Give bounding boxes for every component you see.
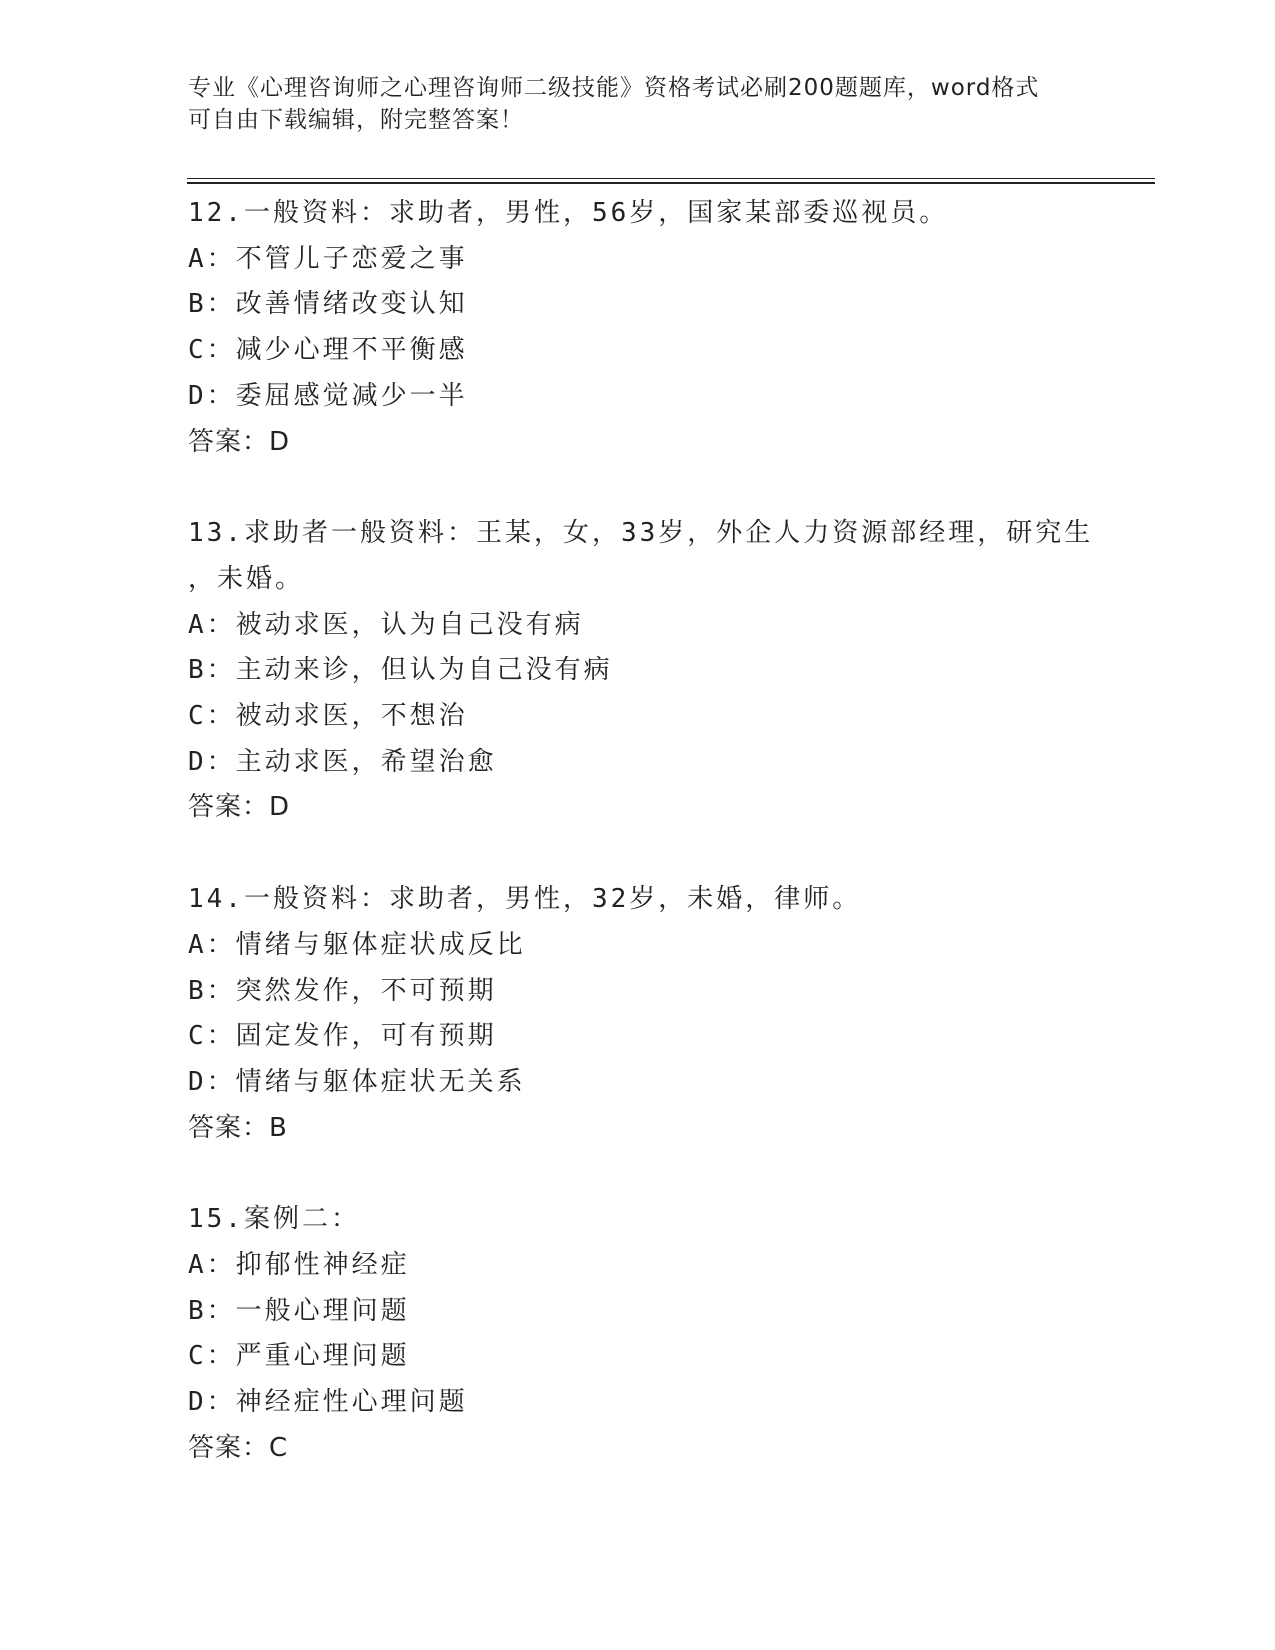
question-stem: 14.一般资料：求助者，男性，32岁，未婚，律师。 — [188, 884, 862, 915]
header-divider-thin — [187, 178, 1155, 179]
option-b: B：突然发作，不可预期 — [188, 975, 497, 1006]
option-d: D：主动求医，希望治愈 — [188, 746, 497, 777]
question-stem: 13.求助者一般资料：王某，女，33岁，外企人力资源部经理，研究生 — [188, 518, 1094, 549]
option-a: A：情绪与躯体症状成反比 — [188, 929, 526, 960]
option-a: A：被动求医，认为自己没有病 — [188, 609, 584, 640]
header-line-1: 专业《心理咨询师之心理咨询师二级技能》资格考试必刷200题题库，word格式 — [188, 75, 1040, 101]
option-c: C：严重心理问题 — [188, 1341, 410, 1372]
question-stem-continued: ，未婚。 — [188, 563, 305, 594]
option-c: C：减少心理不平衡感 — [188, 335, 468, 366]
option-a: A：抑郁性神经症 — [188, 1250, 410, 1281]
answer: 答案：B — [188, 1112, 288, 1143]
question-list — [188, 191, 1094, 1472]
question-12 — [188, 191, 1088, 465]
document-header — [188, 72, 1088, 136]
option-d: D：神经症性心理问题 — [188, 1387, 468, 1418]
question-15 — [188, 1197, 1088, 1471]
answer: 答案：D — [188, 792, 291, 823]
question-13 — [188, 511, 1094, 831]
question-14 — [188, 877, 1088, 1151]
option-c: C：被动求医，不想治 — [188, 701, 468, 732]
answer: 答案：D — [188, 426, 291, 457]
question-stem: 15.案例二： — [188, 1204, 360, 1235]
option-b: B：主动来诊，但认为自己没有病 — [188, 655, 613, 686]
question-stem: 12.一般资料：求助者，男性，56岁，国家某部委巡视员。 — [188, 198, 949, 228]
option-c: C：固定发作，可有预期 — [188, 1021, 497, 1052]
option-a: A：不管儿子恋爱之事 — [188, 243, 468, 274]
option-d: D：委屈感觉减少一半 — [188, 380, 468, 411]
answer: 答案：C — [188, 1432, 289, 1463]
header-line-2: 可自由下载编辑，附完整答案！ — [188, 107, 524, 133]
option-b: B：一般心理问题 — [188, 1295, 410, 1326]
option-b: B：改善情绪改变认知 — [188, 289, 468, 320]
option-d: D：情绪与躯体症状无关系 — [188, 1066, 526, 1097]
header-divider-thick — [187, 182, 1155, 184]
